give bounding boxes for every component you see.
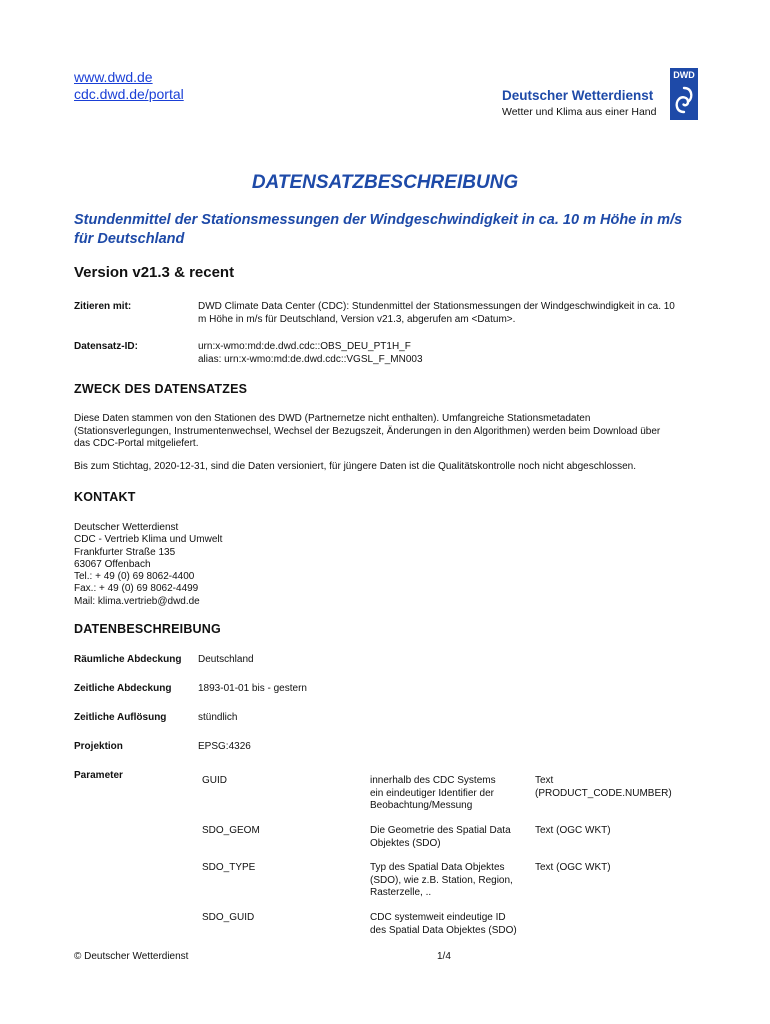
description-line: Die Geometrie des Spatial Data (370, 825, 511, 836)
description-line: innerhalb des CDC Systems (370, 775, 496, 786)
version-heading: Version v21.3 & recent (74, 264, 235, 281)
citation-label: Zitieren mit: (74, 301, 132, 312)
citation-line: m Höhe in m/s für Deutschland, Version v21.3, abgerufen am <Datum>. (198, 313, 516, 325)
parameter-name: SDO_GEOM (202, 825, 260, 836)
parameter-name: SDO_TYPE (202, 862, 256, 873)
parameter-description (370, 775, 530, 813)
description-line: ein eindeutiger Identifier der (370, 787, 494, 799)
parameter-description (370, 912, 530, 937)
contact-line: 63067 Offenbach (74, 558, 151, 570)
description-line: des Spatial Data Objektes (SDO) (370, 924, 517, 936)
logo-box-text: DWD (673, 70, 695, 80)
page-number: 1/4 (437, 951, 451, 962)
purpose-heading: ZWECK DES DATENSATZES (74, 382, 248, 396)
description-line: Beobachtung/Messung (370, 800, 473, 811)
type-line: Text (OGC WKT) (535, 825, 611, 836)
description-line: Typ des Spatial Data Objektes (370, 862, 505, 873)
parameter-label: Parameter (74, 770, 123, 781)
contact-phone: Tel.: + 49 (0) 69 8062-4400 (74, 571, 195, 583)
logo-name: Deutscher Wetterdienst (502, 88, 654, 103)
page-title: DATENSATZBESCHREIBUNG (251, 172, 519, 193)
parameter-description (370, 825, 530, 850)
row-value: stündlich (198, 712, 238, 723)
purpose-paragraph-2: Bis zum Stichtag, 2020-12-31, sind die Daten versioniert, für jüngere Daten ist die Qualitätskontrolle noch nicht abgeschlossen. (74, 461, 636, 472)
row-value: EPSG:4326 (198, 741, 251, 752)
type-line: (PRODUCT_CODE.NUMBER) (535, 787, 672, 799)
row-label: Räumliche Abdeckung (74, 654, 182, 665)
type-line: Text (535, 775, 554, 786)
dataset-id-label: Datensatz-ID: (74, 341, 138, 352)
logo-emblem (670, 68, 698, 120)
page-subtitle: Stundenmittel der Stationsmessungen der Windgeschwindigkeit in ca. 10 m Höhe in m/s für Deutschland (74, 212, 683, 247)
contact-line: Frankfurter Straße 135 (74, 546, 176, 558)
dwd-website-link[interactable]: www.dwd.de (74, 69, 153, 85)
dataset-id-line: urn:x-wmo:md:de.dwd.cdc::OBS_DEU_PT1H_F (198, 341, 411, 352)
logo-tagline: Wetter und Klima aus einer Hand (502, 106, 657, 118)
contact-fax: Fax.: + 49 (0) 69 8062-4499 (74, 583, 199, 595)
cdc-portal-link[interactable]: cdc.dwd.de/portal (74, 86, 184, 102)
contact-heading: KONTAKT (74, 490, 136, 504)
row-label: Zeitliche Auflösung (74, 712, 167, 723)
parameter-type (535, 862, 695, 875)
swirl-icon (673, 85, 695, 115)
parameter-name: SDO_GUID (202, 912, 255, 923)
description-line: Objektes (SDO) (370, 837, 441, 849)
purpose-paragraph-1 (74, 413, 694, 451)
description-line: (SDO), wie z.B. Station, Region, (370, 874, 513, 886)
contact-line: Deutscher Wetterdienst (74, 522, 179, 533)
dataset-id-value (198, 341, 698, 366)
description-heading: DATENBESCHREIBUNG (74, 622, 221, 636)
parameter-type (535, 775, 695, 800)
row-value: 1893-01-01 bis - gestern (198, 683, 307, 694)
parameter-type (535, 825, 695, 838)
row-label: Zeitliche Abdeckung (74, 683, 172, 694)
contact-block (74, 522, 222, 608)
citation-value (198, 301, 698, 326)
paragraph-line: das CDC-Portal mitgeliefert. (74, 438, 199, 449)
type-line: Text (OGC WKT) (535, 862, 611, 873)
dwd-logo (502, 68, 697, 120)
paragraph-line: Diese Daten stammen von den Stationen des DWD (Partnernetze nicht enthalten). Umfangreiche Stationsmetadaten (74, 413, 591, 424)
contact-line: CDC - Vertrieb Klima und Umwelt (74, 534, 223, 546)
parameter-description (370, 862, 530, 900)
dataset-id-line: alias: urn:x-wmo:md:de.dwd.cdc::VGSL_F_MN003 (198, 353, 423, 365)
row-label: Projektion (74, 741, 123, 752)
parameter-name: GUID (202, 775, 227, 786)
description-line: CDC systemweit eindeutige ID (370, 912, 506, 923)
description-line: Rasterzelle, .. (370, 887, 432, 898)
header-links (74, 69, 184, 103)
row-value: Deutschland (198, 654, 254, 665)
footer-copyright: © Deutscher Wetterdienst (74, 951, 189, 962)
citation-line: DWD Climate Data Center (CDC): Stundenmittel der Stationsmessungen der Windgeschwindigkeit in ca. 10 (198, 301, 675, 312)
paragraph-line: (Stationsverlegungen, Instrumentenwechsel, Wechsel der Bezugszeit, Änderungen in den Algorithmen) werden beim Download über (74, 425, 661, 437)
contact-mail: Mail: klima.vertrieb@dwd.de (74, 595, 200, 607)
